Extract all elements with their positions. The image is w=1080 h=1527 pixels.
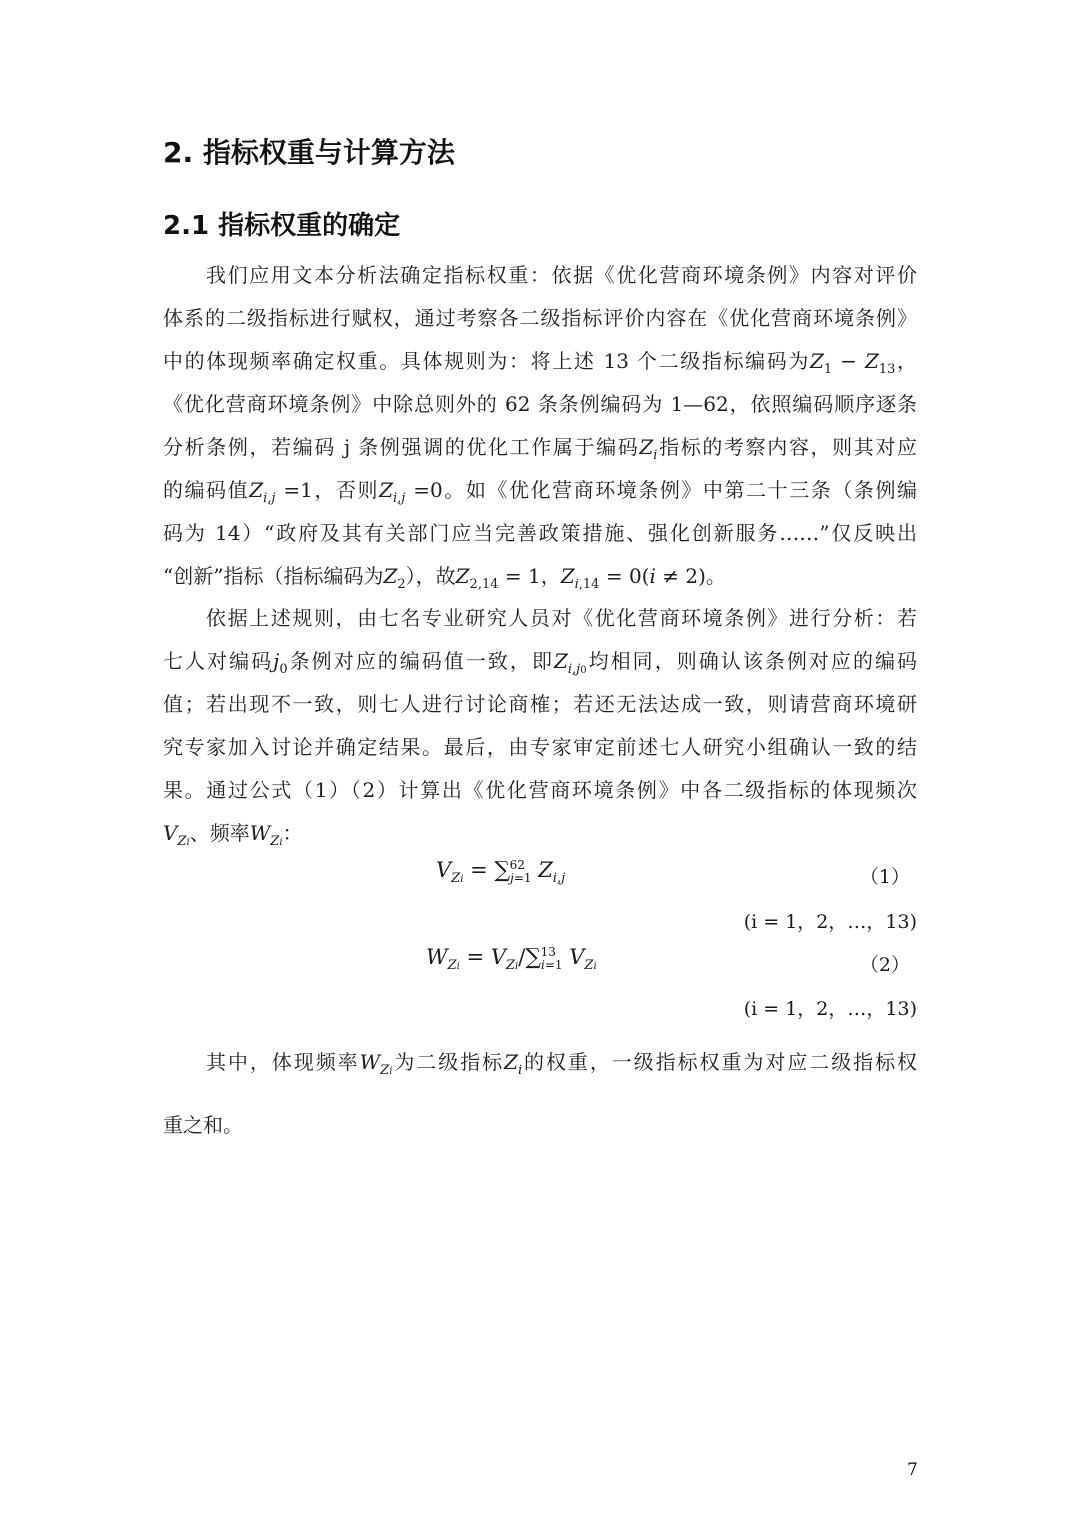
- text: 指标的考察内容，则其对应: [657, 435, 917, 459]
- line: 中的体现频率确定权重。具体规则为：将上述 13 个二级指标编码为$Z_1 - Z_{13}$，: [163, 349, 918, 377]
- text: 。: [705, 564, 726, 588]
- equation-2-number: （2）: [859, 954, 910, 976]
- math-w-zi: $W_{Zi}$: [359, 1050, 393, 1078]
- text: 均相同，则确认该条例对应的编码: [586, 649, 918, 673]
- paragraph-2: [163, 597, 917, 855]
- math-zi: $Z_i$: [639, 435, 658, 463]
- line: [163, 426, 917, 469]
- text: 为二级指标: [392, 1050, 505, 1074]
- text: 条例对应的编码值一致，即: [287, 649, 554, 673]
- text: =0。如《优化营商环境条例》中第二十三条（条例编: [405, 478, 918, 502]
- line: 依据上述规则，由七名专业研究人员对《优化营商环境条例》进行分析：若: [206, 606, 917, 630]
- text: ，: [540, 564, 561, 588]
- line: 果。通过公式（1）（2）计算出《优化营商环境条例》中各二级指标的体现频次: [163, 778, 917, 802]
- equation-2: $W_{Zi} = V_{Zi}/\sum_{i=1}^{13}$ $V_{Zi}$: [426, 945, 597, 974]
- text: ），故: [405, 564, 456, 588]
- line: [163, 555, 917, 598]
- text: =1，否则: [275, 478, 380, 502]
- text: 的权重，一级指标权重为对应二级指标权: [522, 1050, 918, 1074]
- line: [163, 812, 917, 855]
- line: 《优化营商环境条例》中除总则外的 62 条条例编码为 1—62，依照编码顺序逐条: [163, 392, 917, 416]
- subsection-heading: 2.1 指标权重的确定: [163, 211, 401, 241]
- line: 重之和。: [163, 1113, 243, 1137]
- math-z-i-14: $Z_{i,14} = 0(i \ne 2)$: [560, 564, 706, 592]
- paragraph-3: [163, 1041, 917, 1147]
- line: 究专家加入讨论并确定结果。最后，由专家审定前述七人研究小组确认一致的结: [163, 735, 917, 759]
- text: 分析条例，若编码 j 条例强调的优化工作属于编码: [163, 435, 640, 459]
- line: 我们应用文本分析法确定指标权重：依据《优化营商环境条例》内容对评价: [206, 263, 917, 287]
- line: 体系的二级指标进行赋权，通过考察各二级指标评价内容在《优化营商环境条例》: [163, 306, 917, 330]
- math-zij: $Z_{i,j}$: [249, 478, 276, 506]
- paragraph-1: [163, 254, 917, 598]
- equation-1-number: （1）: [859, 866, 910, 888]
- math-zij: $Z_{i,j}$: [379, 478, 406, 506]
- math-zi: $Z_i$: [504, 1050, 523, 1078]
- text: ：: [282, 821, 303, 845]
- equation-1: $V_{Zi} = \sum_{j=1}^{62}$ $Z_{i,j}$: [436, 858, 566, 887]
- line: [163, 1041, 917, 1084]
- line: [163, 640, 917, 683]
- equation-2-range: (i = 1，2，…，13): [743, 998, 917, 1020]
- line: 码为 14）“政府及其有关部门应当完善政策措施、强化创新服务……”仅反映出: [163, 521, 917, 545]
- line: 值；若出现不一致，则七人进行讨论商榷；若还无法达成一致，则请营商环境研: [163, 692, 917, 716]
- math-j0: $j_0$: [273, 649, 288, 677]
- math-z-2-14: $Z_{2,14} = 1$: [455, 564, 541, 592]
- text: 中的体现频率确定权重。具体规则为：将上述 13 个二级指标编码为: [163, 349, 810, 373]
- math-z2: $Z_2$: [383, 564, 406, 592]
- line: [163, 469, 917, 512]
- page-number: 7: [907, 1460, 918, 1480]
- section-heading: 2. 指标权重与计算方法: [163, 136, 455, 169]
- math-v-zi: $V_{Zi}$: [163, 821, 190, 849]
- text: “创新”指标（指标编码为: [163, 564, 384, 588]
- math-w-zi: $W_{Zi}$: [249, 821, 283, 849]
- equation-1-range: (i = 1，2，…，13): [743, 911, 917, 933]
- text: 的编码值: [163, 478, 250, 502]
- math-z-i-j0: $Z_{i,j0}$: [553, 649, 587, 677]
- text: 、频率: [189, 821, 250, 845]
- text: 七人对编码: [163, 649, 274, 673]
- text: 其中，体现频率: [206, 1050, 360, 1074]
- math-z1-z13: $Z_1 - Z_{13}$: [810, 349, 896, 377]
